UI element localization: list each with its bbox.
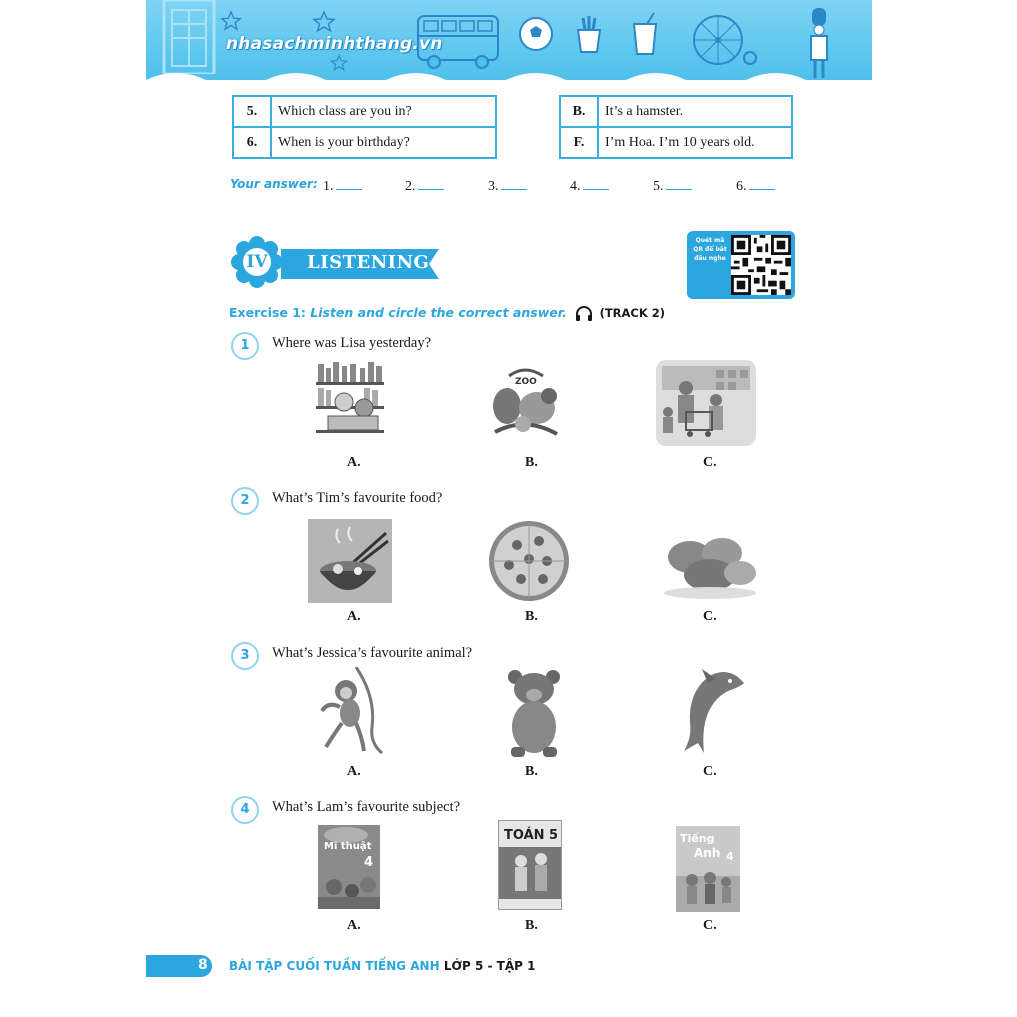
answer-slot[interactable]: 6. bbox=[736, 177, 775, 195]
question-text: Where was Lisa yesterday? bbox=[272, 335, 432, 351]
option-c[interactable]: C. bbox=[703, 918, 717, 933]
option-b[interactable]: B. bbox=[525, 918, 538, 933]
library-image[interactable] bbox=[314, 360, 386, 438]
art-book-title: Mĩ thuật bbox=[324, 841, 372, 852]
question-text: What’s Jessica’s favourite animal? bbox=[272, 645, 473, 661]
answer-slot[interactable]: 2. bbox=[405, 177, 444, 195]
bicycle-icon bbox=[692, 8, 758, 70]
option-a[interactable]: A. bbox=[347, 764, 361, 779]
footer-title-grade: LỚP 5 - TẬP 1 bbox=[443, 959, 536, 973]
site-name: nhasachminhthang.vn bbox=[226, 34, 443, 54]
row-letter: F. bbox=[560, 127, 598, 158]
option-a[interactable]: A. bbox=[347, 918, 361, 933]
matching-table-left bbox=[232, 95, 497, 159]
exercise-heading bbox=[229, 305, 665, 322]
table-row bbox=[233, 127, 496, 158]
answer-cell: I’m Hoa. I’m 10 years old. bbox=[598, 127, 792, 158]
track-label: (TRACK 2) bbox=[599, 306, 666, 320]
option-c[interactable]: C. bbox=[703, 455, 717, 470]
math-book-cover[interactable] bbox=[498, 820, 562, 910]
svg-text:ZOO: ZOO bbox=[515, 377, 537, 387]
page-number: 8 bbox=[198, 957, 208, 973]
option-c[interactable]: C. bbox=[703, 764, 717, 779]
table-row bbox=[233, 96, 496, 127]
matching-table-right bbox=[559, 95, 793, 159]
footer-title bbox=[229, 959, 535, 973]
english-book-title-2: Anh bbox=[694, 846, 721, 860]
answer-cell: It’s a hamster. bbox=[598, 96, 792, 127]
bear-image[interactable] bbox=[497, 667, 571, 759]
headphones-icon bbox=[575, 306, 593, 322]
english-book-cover[interactable] bbox=[676, 826, 740, 912]
zoo-image[interactable] bbox=[487, 362, 563, 442]
banner-wave bbox=[146, 66, 872, 80]
answer-slot[interactable]: 3. bbox=[488, 177, 527, 195]
section-title: LISTENING bbox=[307, 252, 430, 273]
question-number: 2 bbox=[231, 487, 259, 515]
qr-caption: Quét mã QR để bắt đầu nghe bbox=[693, 237, 727, 262]
drink-cup-icon bbox=[630, 12, 660, 56]
question-number: 1 bbox=[231, 332, 259, 360]
option-a[interactable]: A. bbox=[347, 609, 361, 624]
row-letter: B. bbox=[560, 96, 598, 127]
header-banner bbox=[146, 0, 872, 80]
question-cell: Which class are you in? bbox=[271, 96, 496, 127]
option-b[interactable]: B. bbox=[525, 609, 538, 624]
phone-booth-icon bbox=[160, 0, 218, 74]
fried-chicken-image[interactable] bbox=[660, 527, 762, 601]
question-text: What’s Tim’s favourite food? bbox=[272, 490, 443, 506]
answer-label: Your answer: bbox=[230, 177, 318, 191]
option-b[interactable]: B. bbox=[525, 455, 538, 470]
star-icon bbox=[312, 10, 336, 34]
question-cell: When is your birthday? bbox=[271, 127, 496, 158]
answer-slot[interactable]: 4. bbox=[570, 177, 609, 195]
question-number: 3 bbox=[231, 642, 259, 670]
math-book-illustration bbox=[499, 821, 561, 909]
english-book-title-1: Tiếng bbox=[680, 832, 715, 845]
question-text: What’s Lam’s favourite subject? bbox=[272, 799, 461, 815]
table-row bbox=[560, 96, 792, 127]
row-number: 5. bbox=[233, 96, 271, 127]
soccer-ball-icon bbox=[518, 16, 554, 52]
question-number: 4 bbox=[231, 796, 259, 824]
pizza-image[interactable] bbox=[487, 519, 571, 603]
exercise-label: Exercise 1: bbox=[229, 305, 306, 320]
fries-icon bbox=[574, 14, 604, 54]
answer-slot[interactable]: 5. bbox=[653, 177, 692, 195]
table-row bbox=[560, 127, 792, 158]
english-book-grade: 4 bbox=[726, 850, 734, 863]
row-number: 6. bbox=[233, 127, 271, 158]
exercise-instruction: Listen and circle the correct answer. bbox=[310, 305, 567, 320]
supermarket-image[interactable] bbox=[656, 360, 756, 446]
section-number: IV bbox=[246, 252, 268, 272]
option-a[interactable]: A. bbox=[347, 455, 361, 470]
qr-code-icon[interactable] bbox=[731, 235, 791, 295]
answer-slot[interactable]: 1. bbox=[323, 177, 362, 195]
art-book-grade: 4 bbox=[364, 855, 374, 870]
star-icon bbox=[220, 10, 242, 32]
noodle-bowl-image[interactable] bbox=[308, 519, 392, 603]
art-book-cover[interactable] bbox=[318, 825, 380, 909]
math-book-title: TOÁN 5 bbox=[504, 828, 559, 843]
monkey-image[interactable] bbox=[316, 667, 396, 755]
option-c[interactable]: C. bbox=[703, 609, 717, 624]
dolphin-image[interactable] bbox=[678, 663, 746, 757]
option-b[interactable]: B. bbox=[525, 764, 538, 779]
footer-title-main: BÀI TẬP CUỐI TUẦN TIẾNG ANH bbox=[229, 959, 440, 973]
